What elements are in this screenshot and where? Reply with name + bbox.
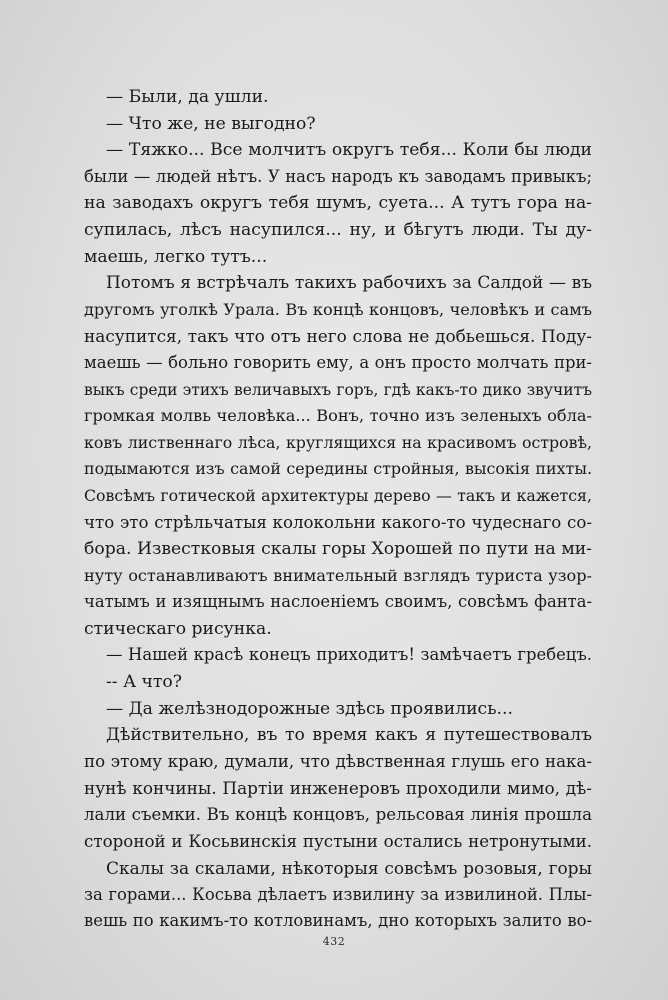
text-line: другомъ уголкѣ Урала. Въ концѣ концовъ, человѣкъ и самъ: [84, 299, 592, 319]
page-number: 432: [322, 935, 346, 948]
text-line: были — людей нѣтъ. У насъ народъ къ заводамъ привыкъ;: [84, 166, 592, 186]
text-line: Скалы за скалами, нѣкоторыя совсѣмъ розовыя, горы: [106, 858, 592, 879]
text-line: нунѣ кончины. Партіи инженеровъ проходили мимо, дѣ-: [84, 778, 592, 799]
text-line: Дѣйствительно, въ то время какъ я путешествовалъ: [106, 725, 592, 746]
text-line: — Нашей красѣ конецъ приходитъ! замѣчаетъ гребецъ.: [106, 645, 592, 665]
text-line: супилась, лѣсъ насупился... ну, и бѣгутъ люди. Ты ду-: [84, 219, 592, 240]
text-line: по этому краю, думали, что дѣвственная глушь его нака-: [84, 751, 592, 771]
text-line: подымаются изъ самой середины стройныя, высокія пихты.: [84, 459, 592, 479]
text-line: Совсѣмъ готической архитектуры дерево — такъ и кажется,: [84, 485, 592, 505]
text-line: насупится, такъ что отъ него слова не добьешься. Поду-: [84, 326, 592, 347]
body-text: [84, 84, 592, 935]
text-line: — Были, да ушли.: [106, 87, 269, 107]
text-line: маешь, легко тутъ...: [84, 246, 268, 267]
text-line: лали съемки. Въ концѣ концовъ, рельсовая линія прошла: [84, 805, 592, 825]
text-line: за горами... Косьва дѣлаетъ извилину за извилиной. Плы-: [84, 884, 592, 904]
text-line: -- А что?: [106, 672, 182, 693]
text-line: Потомъ я встрѣчалъ такихъ рабочихъ за Салдой — въ: [106, 273, 592, 294]
text-line: — Тяжко... Все молчитъ округъ тебя... Коли бы люди: [106, 140, 592, 161]
text-line: громкая молвь человѣка... Вонъ, точно изъ зеленыхъ обла-: [84, 406, 592, 426]
text-line: нуту останавливаютъ внимательный взглядъ туриста узор-: [84, 565, 592, 585]
text-line: маешь — больно говорить ему, а онъ просто молчать при-: [84, 352, 592, 372]
text-line: выкъ среди этихъ величавыхъ горъ, гдѣ какъ-то дико звучитъ: [84, 380, 592, 399]
text-line: стороной и Косьвинскія пустыни остались нетронутыми.: [84, 831, 592, 851]
text-line: бора. Известковыя скалы горы Хорошей по пути на ми-: [84, 539, 592, 560]
text-line: что это стрѣльчатыя колокольни какого-то чудеснаго со-: [84, 512, 592, 532]
text-line: чатымъ и изящнымъ наслоеніемъ своимъ, совсѣмъ фанта-: [84, 592, 592, 612]
text-line: — Что же, не выгодно?: [106, 113, 316, 134]
text-line: ковъ лиственнаго лѣса, круглящихся на красивомъ островѣ,: [84, 432, 592, 452]
text-line: стическаго рисунка.: [84, 618, 272, 639]
text-line: на заводахъ округъ тебя шумъ, суета... А тутъ гора на-: [84, 193, 592, 214]
text-line: вешь по какимъ-то котловинамъ, дно которыхъ залито во-: [84, 911, 592, 931]
text-line: — Да желѣзнодорожные здѣсь проявились...: [106, 698, 513, 719]
